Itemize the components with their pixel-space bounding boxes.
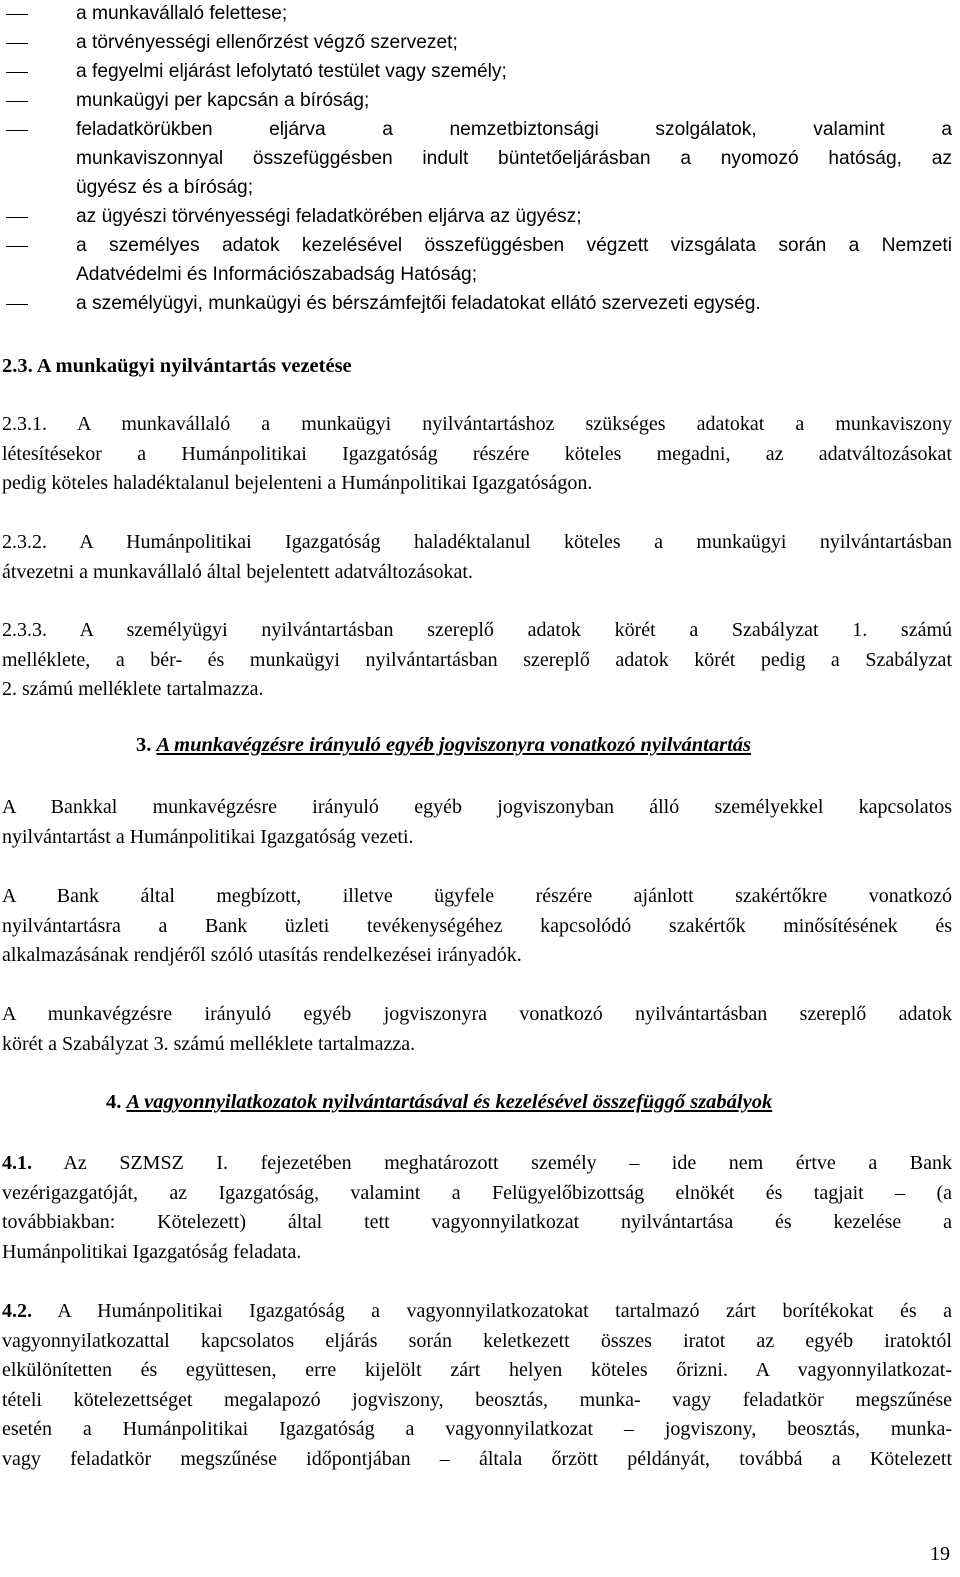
paragraph-text: A Humánpolitikai Igazgatóság a vagyonnyilatkozatokat tartalmazó zárt borítékokat és a <box>32 1300 952 1322</box>
paragraph-line: Humánpolitikai Igazgatóság feladata. <box>2 1240 302 1263</box>
paragraph-3-1 <box>2 793 952 852</box>
paragraph-line: továbbiakban: Kötelezett) által tett vagyonnyilatkozat nyilvántartása és kezelése a <box>2 1211 952 1233</box>
paragraph-4-1 <box>2 1149 952 1267</box>
paragraph-line: átvezetni a munkavállaló által bejelentett adatváltozásokat. <box>2 560 473 583</box>
paragraph-line: 2.3.3. A személyügyi nyilvántartásban szereplő adatok körét a Szabályzat 1. számú <box>2 619 952 641</box>
paragraph-line: alkalmazásának rendjéről szóló utasítás rendelkezései irányadók. <box>2 944 522 966</box>
paragraph-line: vagy feladatkör megszűnése időpontjában – általa őrzött példányát, továbbá a Kötelezett <box>2 1447 952 1470</box>
list-item-text: a fegyelmi eljárást lefolytató testület vagy személy; <box>76 61 507 82</box>
list-item-text: a személyügyi, munkaügyi és bérszámfejtői feladatokat ellátó szervezeti egység. <box>76 293 761 314</box>
paragraph-3-2 <box>2 882 952 971</box>
paragraph-line: 2.3.1. A munkavállaló a munkaügyi nyilvántartáshoz szükséges adatokat a munkaviszony <box>2 413 952 435</box>
paragraph-line <box>2 1149 952 1179</box>
dash-marker <box>6 217 28 218</box>
paragraph-line: vezérigazgatóját, az Igazgatóság, valamint a Felügyelőbizottság elnökét és tagjait – (a <box>2 1181 952 1204</box>
section-number: 4. <box>106 1091 122 1113</box>
dash-marker <box>6 246 28 247</box>
list-item-text: munkaügyi per kapcsán a bíróság; <box>76 90 370 111</box>
dash-marker <box>6 43 28 44</box>
paragraph-line <box>2 1297 952 1327</box>
section-number: 3. <box>136 734 152 756</box>
paragraph-4-2 <box>2 1297 952 1474</box>
paragraph-line: tételi kötelezettséget megalapozó jogviszony, beosztás, munka- vagy feladatkör megszűnése <box>2 1388 952 1411</box>
paragraph-3-3 <box>2 1000 952 1059</box>
dash-marker <box>6 14 28 15</box>
paragraph-line: melléklete, a bér- és munkaügyi nyilvántartásban szereplő adatok körét pedig a Szabályzat <box>2 648 952 671</box>
list-item-text: az ügyészi törvényességi feladatkörében eljárva az ügyész; <box>76 206 582 227</box>
paragraph-line: 2. számú melléklete tartalmazza. <box>2 678 264 700</box>
paragraph-line: A munkavégzésre irányuló egyéb jogviszonyra vonatkozó nyilvántartásban szereplő adatok <box>2 1003 952 1025</box>
section-heading-4 <box>106 1091 772 1114</box>
dash-marker <box>6 304 28 305</box>
paragraph-line: elkülönítetten és együttesen, erre kijelölt zárt helyen köteles őrizni. A vagyonnyilatkozat- <box>2 1359 952 1381</box>
dash-marker <box>6 72 28 73</box>
paragraph-line: pedig köteles haladéktalanul bejelenteni a Humánpolitikai Igazgatóságon. <box>2 472 593 494</box>
paragraph-line: nyilvántartásra a Bank üzleti tevékenységéhez kapcsolódó szakértők minősítésének és <box>2 914 952 937</box>
paragraph-text: Az SZMSZ I. fejezetében meghatározott személy – ide nem értve a Bank <box>32 1152 952 1174</box>
dash-marker <box>6 130 28 131</box>
paragraph-line: 2.3.2. A Humánpolitikai Igazgatóság haladéktalanul köteles a munkaügyi nyilvántartásban <box>2 531 952 553</box>
list-item-text: a személyes adatok kezelésével összefüggésben végzett vizsgálata során a Nemzeti <box>76 235 952 256</box>
list-item-text: munkaviszonnyal összefüggésben indult büntetőeljárásban a nyomozó hatóság, az <box>76 148 952 169</box>
list-item-text: feladatkörükben eljárva a nemzetbiztonsági szolgálatok, valamint a <box>76 119 952 140</box>
list-item-text: a munkavállaló felettese; <box>76 3 288 24</box>
paragraph-line: nyilvántartást a Humánpolitikai Igazgatóság vezeti. <box>2 825 414 848</box>
list-item-text: a törvényességi ellenőrzést végző szervezet; <box>76 32 458 53</box>
section-heading-3 <box>136 734 751 757</box>
paragraph-line: A Bankkal munkavégzésre irányuló egyéb jogviszonyban álló személyekkel kapcsolatos <box>2 796 952 818</box>
paragraph-line: körét a Szabályzat 3. számú melléklete tartalmazza. <box>2 1032 416 1055</box>
paragraph-number: 4.1. <box>2 1152 32 1174</box>
paragraph-number: 4.2. <box>2 1300 32 1322</box>
page-number: 19 <box>930 1543 950 1565</box>
paragraph-line: létesítésekor a Humánpolitikai Igazgatóság részére köteles megadni, az adatváltozásokat <box>2 442 952 465</box>
paragraph-2-3-1 <box>2 410 952 499</box>
list-item-text: Adatvédelmi és Információszabadság Hatóság; <box>76 264 478 285</box>
dash-marker <box>6 101 28 102</box>
section-heading-2-3: 2.3. A munkaügyi nyilvántartás vezetése <box>2 355 352 377</box>
paragraph-line: esetén a Humánpolitikai Igazgatóság a vagyonnyilatkozat – jogviszony, beosztás, munka- <box>2 1418 952 1440</box>
paragraph-2-3-2 <box>2 528 952 587</box>
paragraph-line: vagyonnyilatkozattal kapcsolatos eljárás során keletkezett összes iratot az egyéb iratoktól <box>2 1329 952 1352</box>
paragraph-line: A Bank által megbízott, illetve ügyfele részére ajánlott szakértőkre vonatkozó <box>2 885 952 907</box>
list-item-text: ügyész és a bíróság; <box>76 177 254 198</box>
section-title: A munkavégzésre irányuló egyéb jogviszonyra vonatkozó nyilvántartás <box>156 734 752 756</box>
section-title: A vagyonnyilatkozatok nyilvántartásával és kezelésével összefüggő szabályok <box>126 1091 773 1113</box>
paragraph-2-3-3 <box>2 616 952 705</box>
